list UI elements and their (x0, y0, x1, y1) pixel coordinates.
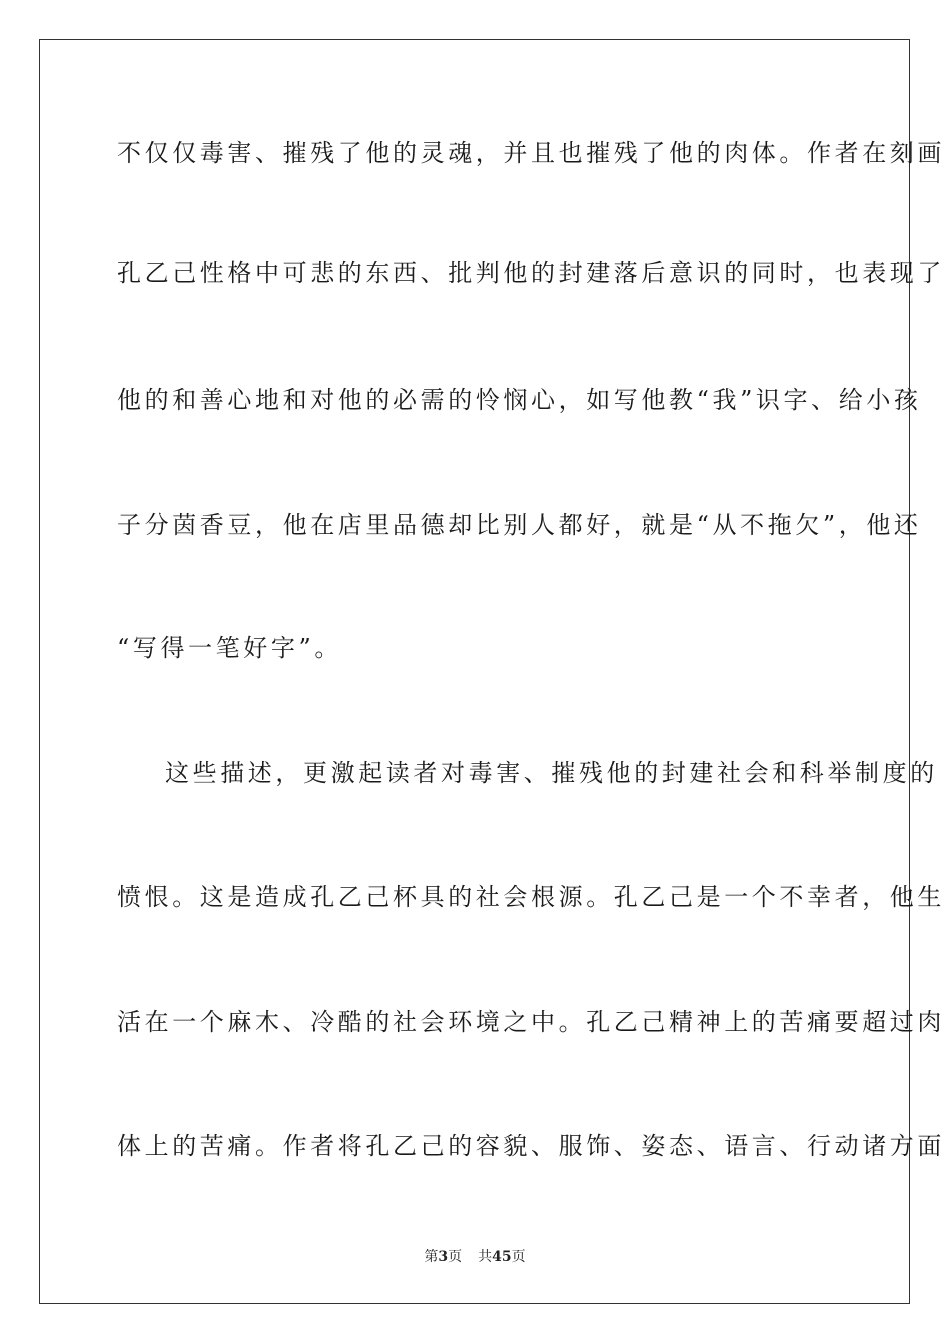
page-suffix: 页 (448, 1249, 463, 1265)
total-prefix: 共 (478, 1249, 493, 1265)
text-line: 体上的苦痛。作者将孔乙己的容貌、服饰、姿态、语言、行动诸方面 (117, 1132, 945, 1160)
page-prefix: 第 (424, 1249, 439, 1265)
page-border (39, 39, 945, 1304)
total-suffix: 页 (511, 1249, 526, 1265)
text-line: 活在一个麻木、冷酷的社会环境之中。孔乙己精神上的苦痛要超过肉 (117, 1008, 945, 1036)
total-pages: 45 (492, 1249, 512, 1265)
page-footer (0, 1248, 950, 1266)
text-line: 不仅仅毒害、摧残了他的灵魂，并且也摧残了他的肉体。作者在刻画 (117, 139, 945, 167)
text-line: 他的和善心地和对他的必需的怜悯心，如写他教“我”识字、给小孩 (117, 386, 922, 414)
text-line-indented: 这些描述，更激起读者对毒害、摧残他的封建社会和科举制度的 (165, 759, 938, 787)
text-line: 愤恨。这是造成孔乙己杯具的社会根源。孔乙己是一个不幸者，他生 (117, 883, 945, 911)
text-line: 孔乙己性格中可悲的东西、批判他的封建落后意识的同时，也表现了 (117, 259, 945, 287)
text-line: “写得一笔好字”。 (117, 634, 342, 662)
page-number: 3 (438, 1249, 449, 1265)
text-line: 子分茵香豆，他在店里品德却比别人都好，就是“从不拖欠”，他还 (117, 511, 922, 539)
